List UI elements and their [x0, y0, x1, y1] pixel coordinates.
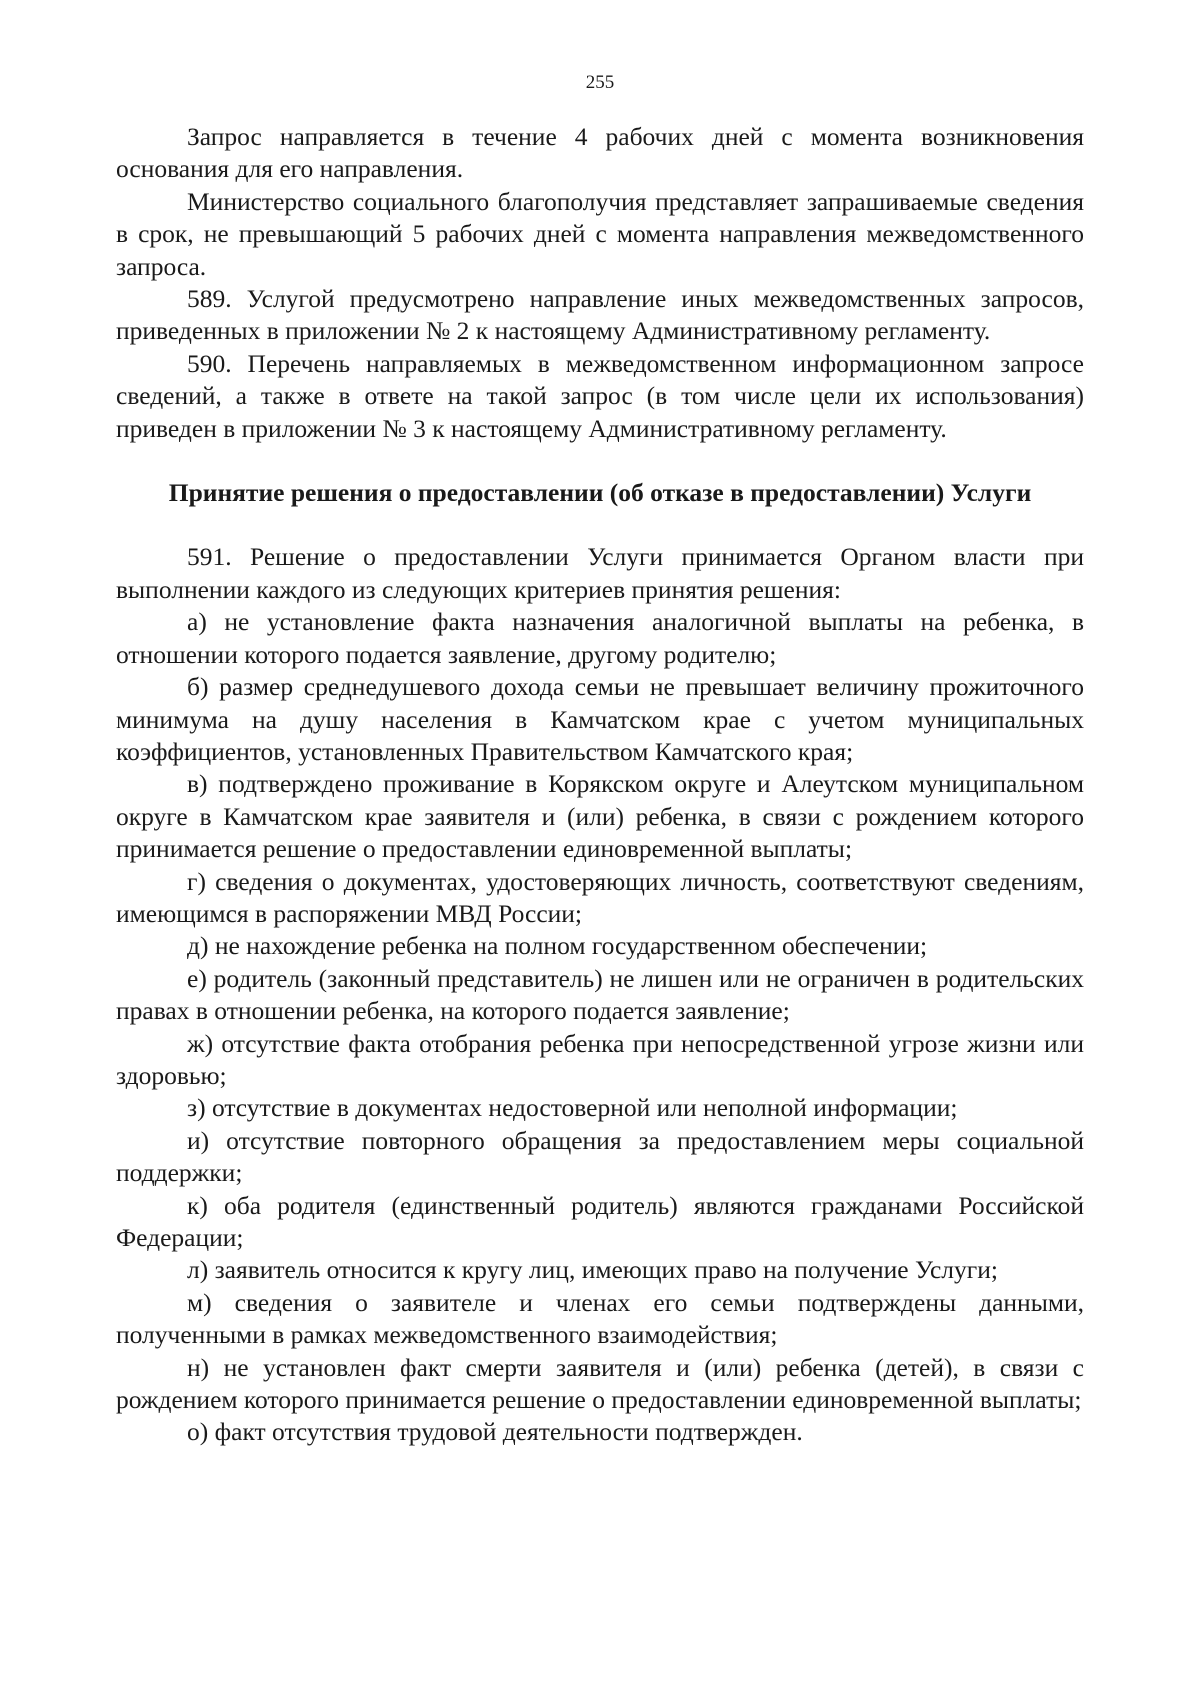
criterion-i: и) отсутствие повторного обращения за предоставлением меры социальной поддержки;: [116, 1125, 1084, 1188]
document-body: [116, 121, 1084, 1449]
section-heading: Принятие решения о предоставлении (об отказе в предоставлении) Услуги: [168, 478, 1032, 508]
page-number: 255: [585, 72, 615, 93]
criterion-g: г) сведения о документах, удостоверяющих личность, соответствуют сведениям, имеющимся в распоряжении МВД России;: [116, 866, 1084, 928]
paragraph-589: 589. Услугой предусмотрено направление иных межведомственных запросов, приведенных в приложении № 2 к настоящему Административному регламенту.: [116, 284, 1084, 346]
criterion-o: о) факт отсутствия трудовой деятельности подтвержден.: [187, 1417, 803, 1447]
criterion-l: л) заявитель относится к кругу лиц, имеющих право на получение Услуги;: [187, 1255, 998, 1285]
criterion-m: м) сведения о заявителе и членах его семьи подтверждены данными, полученными в рамках межведомственного взаимодействия;: [116, 1287, 1084, 1350]
criterion-n: н) не установлен факт смерти заявителя и (или) ребенка (детей), в связи с рождением которого принимается решение о предоставлении единовременной выплаты;: [116, 1352, 1084, 1415]
criterion-z: з) отсутствие в документах недостоверной или неполной информации;: [187, 1093, 958, 1123]
paragraph-ministry-response: Министерство социального благополучия представляет запрашиваемые сведения в срок, не превышающий 5 рабочих дней с момента направления межведомственного запроса.: [116, 186, 1084, 281]
criterion-k: к) оба родителя (единственный родитель) являются гражданами Российской Федерации;: [116, 1190, 1084, 1252]
paragraph-591: 591. Решение о предоставлении Услуги принимается Органом власти при выполнении каждого из следующих критериев принятия решения:: [116, 542, 1084, 604]
criterion-a: а) не установление факта назначения аналогичной выплаты на ребенка, в отношении которого подается заявление, другому родителю;: [116, 607, 1084, 669]
criterion-d: д) не нахождение ребенка на полном государственном обеспечении;: [187, 931, 928, 961]
criterion-b: б) размер среднедушевого дохода семьи не превышает величину прожиточного минимума на душу населения в Камчатском крае с учетом муниципальных коэффициентов, установленных Правительством Камчатского края;: [116, 672, 1084, 766]
paragraph-request-deadline: Запрос направляется в течение 4 рабочих дней с момента возникновения основания для его направления.: [116, 122, 1084, 184]
criterion-zh: ж) отсутствие факта отобрания ребенка при непосредственной угрозе жизни или здоровью;: [116, 1028, 1084, 1090]
criterion-v: в) подтверждено проживание в Корякском округе и Алеутском муниципальном округе в Камчатском крае заявителя и (или) ребенка, в связи с рождением которого принимается решение о предоставлении единовременной выплаты;: [116, 769, 1084, 864]
criterion-e: е) родитель (законный представитель) не лишен или не ограничен в родительских правах в отношении ребенка, на которого подается заявление;: [116, 963, 1084, 1026]
paragraph-590: 590. Перечень направляемых в межведомственном информационном запросе сведений, а также в ответе на такой запрос (в том числе цели их использования) приведен в приложении № 3 к настоящему Административному регламенту.: [116, 348, 1084, 443]
